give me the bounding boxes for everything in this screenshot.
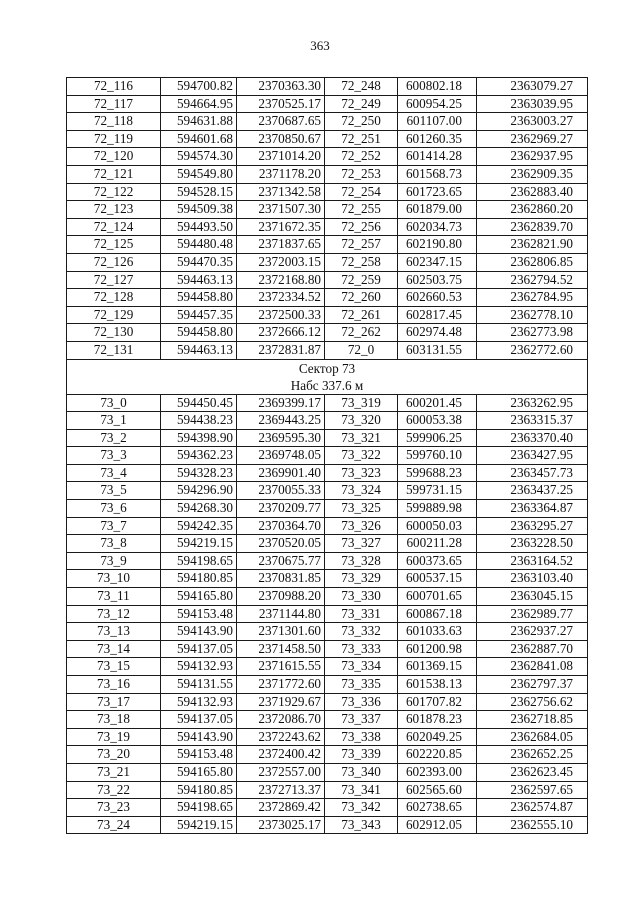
point-id-cell: 72_252 xyxy=(325,148,398,166)
point-id-cell: 73_328 xyxy=(325,552,398,570)
y-coordinate-cell: 2369399.17 xyxy=(237,394,325,412)
x-coordinate-cell: 594470.35 xyxy=(161,253,237,271)
y-coordinate-cell: 2370831.85 xyxy=(237,570,325,588)
table-row xyxy=(67,78,588,96)
x-coordinate-cell: 594362.23 xyxy=(161,447,237,465)
x-coordinate-cell: 594509.38 xyxy=(161,201,237,219)
table-row xyxy=(67,464,588,482)
sector-header-cell xyxy=(67,359,588,394)
table-row xyxy=(67,130,588,148)
point-id-cell: 73_5 xyxy=(67,482,161,500)
table-row xyxy=(67,763,588,781)
point-id-cell: 73_330 xyxy=(325,588,398,606)
table-row xyxy=(67,183,588,201)
x-coordinate-cell: 600867.18 xyxy=(398,605,477,623)
y-coordinate-cell: 2371178.20 xyxy=(237,165,325,183)
point-id-cell: 72_122 xyxy=(67,183,161,201)
y-coordinate-cell: 2372666.12 xyxy=(237,324,325,342)
y-coordinate-cell: 2371837.65 xyxy=(237,236,325,254)
y-coordinate-cell: 2362841.08 xyxy=(477,658,588,676)
x-coordinate-cell: 594458.80 xyxy=(161,324,237,342)
table-row xyxy=(67,640,588,658)
y-coordinate-cell: 2362806.85 xyxy=(477,253,588,271)
table-row xyxy=(67,324,588,342)
x-coordinate-cell: 594463.13 xyxy=(161,341,237,359)
point-id-cell: 72_251 xyxy=(325,130,398,148)
point-id-cell: 73_1 xyxy=(67,412,161,430)
point-id-cell: 73_319 xyxy=(325,394,398,412)
y-coordinate-cell: 2363164.52 xyxy=(477,552,588,570)
point-id-cell: 73_20 xyxy=(67,746,161,764)
x-coordinate-cell: 594631.88 xyxy=(161,113,237,131)
point-id-cell: 73_331 xyxy=(325,605,398,623)
x-coordinate-cell: 600050.03 xyxy=(398,517,477,535)
x-coordinate-cell: 602049.25 xyxy=(398,728,477,746)
y-coordinate-cell: 2369595.30 xyxy=(237,429,325,447)
x-coordinate-cell: 601414.28 xyxy=(398,148,477,166)
x-coordinate-cell: 601878.23 xyxy=(398,711,477,729)
y-coordinate-cell: 2362756.62 xyxy=(477,693,588,711)
point-id-cell: 73_9 xyxy=(67,552,161,570)
y-coordinate-cell: 2362937.95 xyxy=(477,148,588,166)
point-id-cell: 72_0 xyxy=(325,341,398,359)
point-id-cell: 73_320 xyxy=(325,412,398,430)
y-coordinate-cell: 2372086.70 xyxy=(237,711,325,729)
x-coordinate-cell: 594328.23 xyxy=(161,464,237,482)
x-coordinate-cell: 600211.28 xyxy=(398,535,477,553)
y-coordinate-cell: 2362684.05 xyxy=(477,728,588,746)
x-coordinate-cell: 594398.90 xyxy=(161,429,237,447)
point-id-cell: 73_13 xyxy=(67,623,161,641)
x-coordinate-cell: 594450.45 xyxy=(161,394,237,412)
point-id-cell: 72_117 xyxy=(67,95,161,113)
y-coordinate-cell: 2362773.98 xyxy=(477,324,588,342)
table-body-sector-73 xyxy=(67,394,588,834)
x-coordinate-cell: 594480.48 xyxy=(161,236,237,254)
point-id-cell: 73_22 xyxy=(67,781,161,799)
y-coordinate-cell: 2362555.10 xyxy=(477,816,588,834)
x-coordinate-cell: 601369.15 xyxy=(398,658,477,676)
x-coordinate-cell: 602660.53 xyxy=(398,289,477,307)
x-coordinate-cell: 600701.65 xyxy=(398,588,477,606)
x-coordinate-cell: 594143.90 xyxy=(161,728,237,746)
y-coordinate-cell: 2362597.65 xyxy=(477,781,588,799)
y-coordinate-cell: 2371144.80 xyxy=(237,605,325,623)
point-id-cell: 73_341 xyxy=(325,781,398,799)
point-id-cell: 72_253 xyxy=(325,165,398,183)
point-id-cell: 72_120 xyxy=(67,148,161,166)
y-coordinate-cell: 2363079.27 xyxy=(477,78,588,96)
x-coordinate-cell: 594180.85 xyxy=(161,781,237,799)
point-id-cell: 73_339 xyxy=(325,746,398,764)
y-coordinate-cell: 2370520.05 xyxy=(237,535,325,553)
y-coordinate-cell: 2372500.33 xyxy=(237,306,325,324)
y-coordinate-cell: 2371507.30 xyxy=(237,201,325,219)
y-coordinate-cell: 2363103.40 xyxy=(477,570,588,588)
y-coordinate-cell: 2371929.67 xyxy=(237,693,325,711)
y-coordinate-cell: 2363228.50 xyxy=(477,535,588,553)
point-id-cell: 73_325 xyxy=(325,500,398,518)
x-coordinate-cell: 594137.05 xyxy=(161,711,237,729)
point-id-cell: 72_260 xyxy=(325,289,398,307)
x-coordinate-cell: 602034.73 xyxy=(398,218,477,236)
x-coordinate-cell: 602393.00 xyxy=(398,763,477,781)
point-id-cell: 73_332 xyxy=(325,623,398,641)
y-coordinate-cell: 2371342.58 xyxy=(237,183,325,201)
y-coordinate-cell: 2370364.70 xyxy=(237,517,325,535)
x-coordinate-cell: 594180.85 xyxy=(161,570,237,588)
x-coordinate-cell: 594664.95 xyxy=(161,95,237,113)
y-coordinate-cell: 2363370.40 xyxy=(477,429,588,447)
y-coordinate-cell: 2370363.30 xyxy=(237,78,325,96)
point-id-cell: 73_322 xyxy=(325,447,398,465)
x-coordinate-cell: 601033.63 xyxy=(398,623,477,641)
table-row xyxy=(67,306,588,324)
x-coordinate-cell: 601200.98 xyxy=(398,640,477,658)
x-coordinate-cell: 601260.35 xyxy=(398,130,477,148)
y-coordinate-cell: 2363427.95 xyxy=(477,447,588,465)
y-coordinate-cell: 2372003.15 xyxy=(237,253,325,271)
x-coordinate-cell: 594165.80 xyxy=(161,763,237,781)
point-id-cell: 72_261 xyxy=(325,306,398,324)
sector-header-section xyxy=(67,359,588,394)
y-coordinate-cell: 2372243.62 xyxy=(237,728,325,746)
table-row xyxy=(67,482,588,500)
point-id-cell: 72_124 xyxy=(67,218,161,236)
y-coordinate-cell: 2362778.10 xyxy=(477,306,588,324)
x-coordinate-cell: 594219.15 xyxy=(161,816,237,834)
point-id-cell: 73_334 xyxy=(325,658,398,676)
x-coordinate-cell: 594268.30 xyxy=(161,500,237,518)
x-coordinate-cell: 602738.65 xyxy=(398,799,477,817)
x-coordinate-cell: 594493.50 xyxy=(161,218,237,236)
x-coordinate-cell: 594153.48 xyxy=(161,746,237,764)
point-id-cell: 72_258 xyxy=(325,253,398,271)
x-coordinate-cell: 594131.55 xyxy=(161,676,237,694)
x-coordinate-cell: 602190.80 xyxy=(398,236,477,254)
point-id-cell: 73_8 xyxy=(67,535,161,553)
point-id-cell: 72_259 xyxy=(325,271,398,289)
x-coordinate-cell: 594132.93 xyxy=(161,693,237,711)
point-id-cell: 73_21 xyxy=(67,763,161,781)
y-coordinate-cell: 2371458.50 xyxy=(237,640,325,658)
x-coordinate-cell: 599889.98 xyxy=(398,500,477,518)
x-coordinate-cell: 599688.23 xyxy=(398,464,477,482)
point-id-cell: 72_248 xyxy=(325,78,398,96)
y-coordinate-cell: 2370687.65 xyxy=(237,113,325,131)
table-row xyxy=(67,95,588,113)
point-id-cell: 72_256 xyxy=(325,218,398,236)
table-row xyxy=(67,816,588,834)
y-coordinate-cell: 2370055.33 xyxy=(237,482,325,500)
x-coordinate-cell: 601107.00 xyxy=(398,113,477,131)
y-coordinate-cell: 2362623.45 xyxy=(477,763,588,781)
x-coordinate-cell: 599906.25 xyxy=(398,429,477,447)
x-coordinate-cell: 602912.05 xyxy=(398,816,477,834)
y-coordinate-cell: 2369748.05 xyxy=(237,447,325,465)
y-coordinate-cell: 2369901.40 xyxy=(237,464,325,482)
point-id-cell: 73_336 xyxy=(325,693,398,711)
x-coordinate-cell: 602817.45 xyxy=(398,306,477,324)
y-coordinate-cell: 2362652.25 xyxy=(477,746,588,764)
y-coordinate-cell: 2362883.40 xyxy=(477,183,588,201)
point-id-cell: 73_2 xyxy=(67,429,161,447)
y-coordinate-cell: 2363437.25 xyxy=(477,482,588,500)
table-row xyxy=(67,500,588,518)
sector-header-row xyxy=(67,359,588,394)
point-id-cell: 72_118 xyxy=(67,113,161,131)
point-id-cell: 73_16 xyxy=(67,676,161,694)
y-coordinate-cell: 2372713.37 xyxy=(237,781,325,799)
x-coordinate-cell: 600954.25 xyxy=(398,95,477,113)
table-row xyxy=(67,447,588,465)
sector-title: Сектор 73 xyxy=(298,360,356,376)
y-coordinate-cell: 2362718.85 xyxy=(477,711,588,729)
y-coordinate-cell: 2370675.77 xyxy=(237,552,325,570)
x-coordinate-cell: 594153.48 xyxy=(161,605,237,623)
x-coordinate-cell: 602220.85 xyxy=(398,746,477,764)
y-coordinate-cell: 2370988.20 xyxy=(237,588,325,606)
point-id-cell: 73_0 xyxy=(67,394,161,412)
y-coordinate-cell: 2372334.52 xyxy=(237,289,325,307)
x-coordinate-cell: 594601.68 xyxy=(161,130,237,148)
point-id-cell: 73_324 xyxy=(325,482,398,500)
table-row xyxy=(67,535,588,553)
table-row xyxy=(67,781,588,799)
y-coordinate-cell: 2373025.17 xyxy=(237,816,325,834)
x-coordinate-cell: 601723.65 xyxy=(398,183,477,201)
point-id-cell: 73_343 xyxy=(325,816,398,834)
table-row xyxy=(67,552,588,570)
y-coordinate-cell: 2362574.87 xyxy=(477,799,588,817)
point-id-cell: 73_326 xyxy=(325,517,398,535)
x-coordinate-cell: 594132.93 xyxy=(161,658,237,676)
point-id-cell: 73_12 xyxy=(67,605,161,623)
point-id-cell: 72_250 xyxy=(325,113,398,131)
table-row xyxy=(67,429,588,447)
point-id-cell: 72_125 xyxy=(67,236,161,254)
point-id-cell: 72_128 xyxy=(67,289,161,307)
point-id-cell: 72_127 xyxy=(67,271,161,289)
x-coordinate-cell: 602565.60 xyxy=(398,781,477,799)
y-coordinate-cell: 2372869.42 xyxy=(237,799,325,817)
x-coordinate-cell: 594463.13 xyxy=(161,271,237,289)
y-coordinate-cell: 2370209.77 xyxy=(237,500,325,518)
y-coordinate-cell: 2362794.52 xyxy=(477,271,588,289)
table-row xyxy=(67,711,588,729)
y-coordinate-cell: 2362969.27 xyxy=(477,130,588,148)
point-id-cell: 73_321 xyxy=(325,429,398,447)
x-coordinate-cell: 594143.90 xyxy=(161,623,237,641)
x-coordinate-cell: 594242.35 xyxy=(161,517,237,535)
y-coordinate-cell: 2369443.25 xyxy=(237,412,325,430)
y-coordinate-cell: 2371772.60 xyxy=(237,676,325,694)
y-coordinate-cell: 2370525.17 xyxy=(237,95,325,113)
x-coordinate-cell: 600053.38 xyxy=(398,412,477,430)
sector-elevation: Набс 337.6 м xyxy=(290,377,364,393)
y-coordinate-cell: 2363045.15 xyxy=(477,588,588,606)
table-row xyxy=(67,218,588,236)
coordinates-table xyxy=(66,77,588,834)
x-coordinate-cell: 600373.65 xyxy=(398,552,477,570)
table-row xyxy=(67,113,588,131)
point-id-cell: 72_123 xyxy=(67,201,161,219)
point-id-cell: 73_7 xyxy=(67,517,161,535)
table-row xyxy=(67,799,588,817)
x-coordinate-cell: 602974.48 xyxy=(398,324,477,342)
point-id-cell: 73_337 xyxy=(325,711,398,729)
point-id-cell: 73_18 xyxy=(67,711,161,729)
point-id-cell: 72_121 xyxy=(67,165,161,183)
y-coordinate-cell: 2370850.67 xyxy=(237,130,325,148)
table-body-sector-72 xyxy=(67,78,588,360)
y-coordinate-cell: 2371672.35 xyxy=(237,218,325,236)
y-coordinate-cell: 2363039.95 xyxy=(477,95,588,113)
table-row xyxy=(67,605,588,623)
x-coordinate-cell: 594219.15 xyxy=(161,535,237,553)
point-id-cell: 73_323 xyxy=(325,464,398,482)
y-coordinate-cell: 2371615.55 xyxy=(237,658,325,676)
point-id-cell: 73_19 xyxy=(67,728,161,746)
table-row xyxy=(67,658,588,676)
point-id-cell: 73_333 xyxy=(325,640,398,658)
x-coordinate-cell: 601538.13 xyxy=(398,676,477,694)
x-coordinate-cell: 594137.05 xyxy=(161,640,237,658)
x-coordinate-cell: 594198.65 xyxy=(161,799,237,817)
point-id-cell: 72_249 xyxy=(325,95,398,113)
y-coordinate-cell: 2363295.27 xyxy=(477,517,588,535)
table-row xyxy=(67,728,588,746)
x-coordinate-cell: 600802.18 xyxy=(398,78,477,96)
y-coordinate-cell: 2363262.95 xyxy=(477,394,588,412)
y-coordinate-cell: 2372168.80 xyxy=(237,271,325,289)
x-coordinate-cell: 599731.15 xyxy=(398,482,477,500)
y-coordinate-cell: 2362937.27 xyxy=(477,623,588,641)
x-coordinate-cell: 594574.30 xyxy=(161,148,237,166)
y-coordinate-cell: 2362797.37 xyxy=(477,676,588,694)
x-coordinate-cell: 594528.15 xyxy=(161,183,237,201)
point-id-cell: 72_131 xyxy=(67,341,161,359)
table-row xyxy=(67,517,588,535)
point-id-cell: 72_130 xyxy=(67,324,161,342)
x-coordinate-cell: 594198.65 xyxy=(161,552,237,570)
point-id-cell: 73_10 xyxy=(67,570,161,588)
x-coordinate-cell: 594700.82 xyxy=(161,78,237,96)
y-coordinate-cell: 2363457.73 xyxy=(477,464,588,482)
point-id-cell: 72_257 xyxy=(325,236,398,254)
x-coordinate-cell: 594296.90 xyxy=(161,482,237,500)
x-coordinate-cell: 600537.15 xyxy=(398,570,477,588)
x-coordinate-cell: 599760.10 xyxy=(398,447,477,465)
point-id-cell: 73_3 xyxy=(67,447,161,465)
point-id-cell: 72_116 xyxy=(67,78,161,96)
table-row xyxy=(67,588,588,606)
x-coordinate-cell: 594549.80 xyxy=(161,165,237,183)
page-number: 363 xyxy=(310,38,330,53)
y-coordinate-cell: 2371014.20 xyxy=(237,148,325,166)
y-coordinate-cell: 2372831.87 xyxy=(237,341,325,359)
point-id-cell: 72_262 xyxy=(325,324,398,342)
x-coordinate-cell: 594457.35 xyxy=(161,306,237,324)
table-row xyxy=(67,289,588,307)
table-row xyxy=(67,271,588,289)
point-id-cell: 73_342 xyxy=(325,799,398,817)
table-row xyxy=(67,341,588,359)
x-coordinate-cell: 602347.15 xyxy=(398,253,477,271)
point-id-cell: 73_340 xyxy=(325,763,398,781)
y-coordinate-cell: 2372400.42 xyxy=(237,746,325,764)
y-coordinate-cell: 2362887.70 xyxy=(477,640,588,658)
point-id-cell: 73_6 xyxy=(67,500,161,518)
point-id-cell: 73_335 xyxy=(325,676,398,694)
y-coordinate-cell: 2362821.90 xyxy=(477,236,588,254)
point-id-cell: 72_255 xyxy=(325,201,398,219)
y-coordinate-cell: 2372557.00 xyxy=(237,763,325,781)
point-id-cell: 72_126 xyxy=(67,253,161,271)
point-id-cell: 73_329 xyxy=(325,570,398,588)
point-id-cell: 73_327 xyxy=(325,535,398,553)
y-coordinate-cell: 2362860.20 xyxy=(477,201,588,219)
x-coordinate-cell: 603131.55 xyxy=(398,341,477,359)
x-coordinate-cell: 594458.80 xyxy=(161,289,237,307)
table-row xyxy=(67,693,588,711)
point-id-cell: 73_15 xyxy=(67,658,161,676)
y-coordinate-cell: 2362772.60 xyxy=(477,341,588,359)
y-coordinate-cell: 2371301.60 xyxy=(237,623,325,641)
point-id-cell: 73_14 xyxy=(67,640,161,658)
y-coordinate-cell: 2362784.95 xyxy=(477,289,588,307)
y-coordinate-cell: 2363003.27 xyxy=(477,113,588,131)
x-coordinate-cell: 594438.23 xyxy=(161,412,237,430)
table-row xyxy=(67,148,588,166)
table-row xyxy=(67,394,588,412)
x-coordinate-cell: 601568.73 xyxy=(398,165,477,183)
point-id-cell: 73_17 xyxy=(67,693,161,711)
point-id-cell: 73_11 xyxy=(67,588,161,606)
table-row xyxy=(67,570,588,588)
x-coordinate-cell: 600201.45 xyxy=(398,394,477,412)
table-row xyxy=(67,676,588,694)
point-id-cell: 72_254 xyxy=(325,183,398,201)
point-id-cell: 73_24 xyxy=(67,816,161,834)
table-row xyxy=(67,253,588,271)
point-id-cell: 72_129 xyxy=(67,306,161,324)
y-coordinate-cell: 2362989.77 xyxy=(477,605,588,623)
x-coordinate-cell: 601707.82 xyxy=(398,693,477,711)
y-coordinate-cell: 2362839.70 xyxy=(477,218,588,236)
table-row xyxy=(67,236,588,254)
table-row xyxy=(67,412,588,430)
y-coordinate-cell: 2363315.37 xyxy=(477,412,588,430)
x-coordinate-cell: 601879.00 xyxy=(398,201,477,219)
x-coordinate-cell: 594165.80 xyxy=(161,588,237,606)
table-row xyxy=(67,201,588,219)
point-id-cell: 72_119 xyxy=(67,130,161,148)
x-coordinate-cell: 602503.75 xyxy=(398,271,477,289)
table-row xyxy=(67,746,588,764)
table-row xyxy=(67,165,588,183)
point-id-cell: 73_338 xyxy=(325,728,398,746)
y-coordinate-cell: 2363364.87 xyxy=(477,500,588,518)
point-id-cell: 73_23 xyxy=(67,799,161,817)
table-row xyxy=(67,623,588,641)
point-id-cell: 73_4 xyxy=(67,464,161,482)
y-coordinate-cell: 2362909.35 xyxy=(477,165,588,183)
